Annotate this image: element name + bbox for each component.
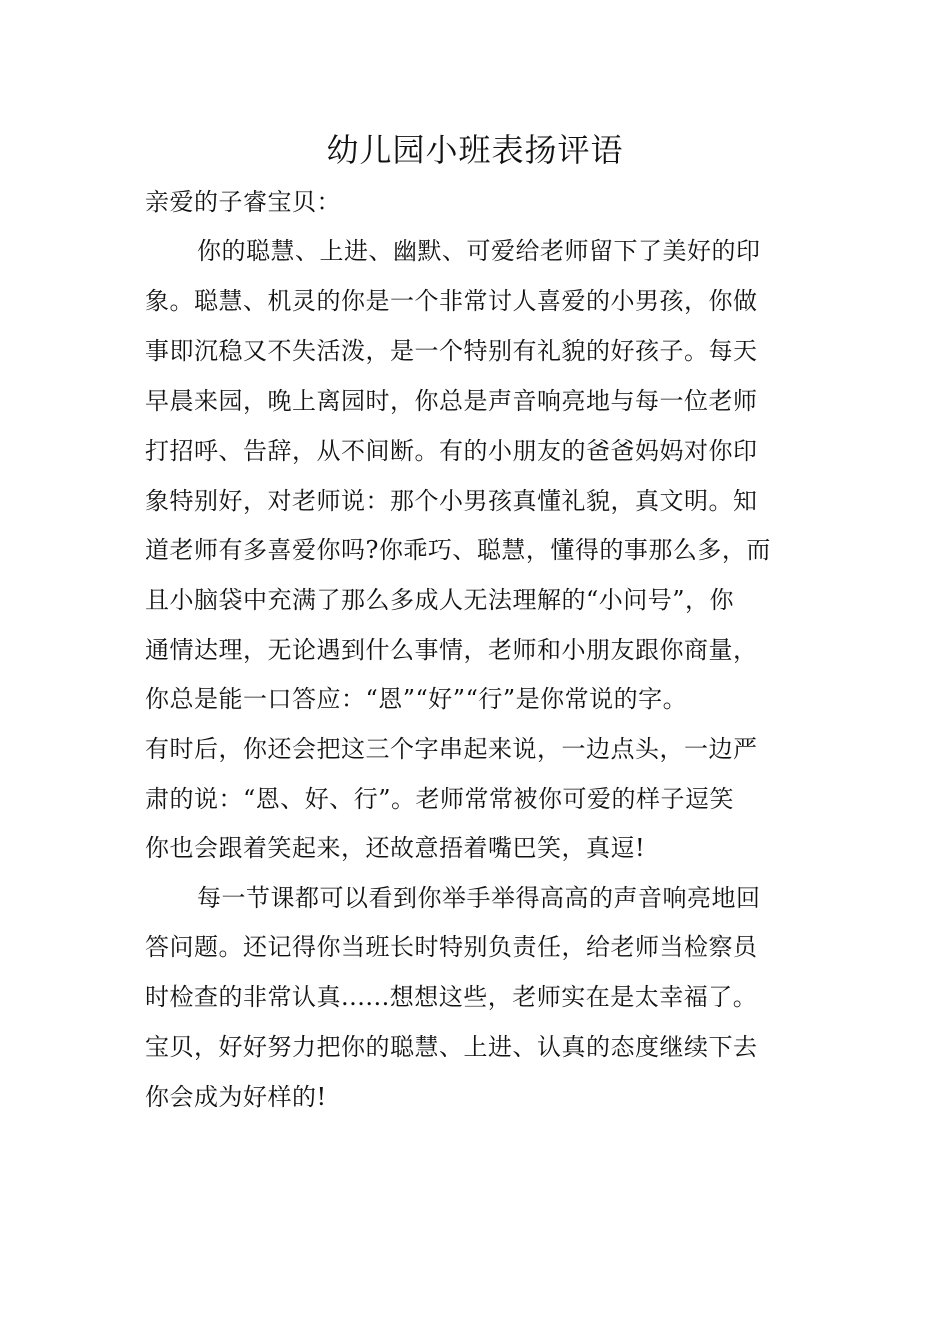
paragraph-1-line: 早晨来园，晚上离园时，你总是声音响亮地与每一位老师 [145, 387, 758, 415]
document-title: 幼儿园小班表扬评语 [326, 131, 624, 169]
salutation: 亲爱的子睿宝贝： [145, 188, 341, 216]
paragraph-2-line: 时检查的非常认真......想想这些，老师实在是太幸福了。 [145, 983, 758, 1011]
paragraph-2-line: 你会成为好样的! [145, 1083, 327, 1111]
paragraph-1-line: 你也会跟着笑起来，还故意捂着嘴巴笑，真逗! [145, 834, 646, 862]
paragraph-1-line: 道老师有多喜爱你吗?你乖巧、聪慧，懂得的事那么多，而 [145, 536, 771, 564]
paragraph-1-line: 象特别好，对老师说：那个小男孩真懂礼貌，真文明。知 [145, 487, 758, 515]
paragraph-1-line: 事即沉稳又不失活泼，是一个特别有礼貌的好孩子。每天 [145, 337, 758, 365]
paragraph-2-line: 答问题。还记得你当班长时特别负责任，给老师当检察员 [145, 933, 758, 961]
paragraph-1-line: 通情达理，无论遇到什么事情，老师和小朋友跟你商量， [145, 636, 758, 664]
paragraph-1-line: 且小脑袋中充满了那么多成人无法理解的“小问号”，你 [145, 586, 735, 614]
paragraph-1-line: 肃的说：“恩、好、行”。老师常常被你可爱的样子逗笑 [145, 785, 735, 813]
paragraph-1-line: 有时后，你还会把这三个字串起来说，一边点头，一边严 [145, 735, 758, 763]
paragraph-1-line: 象。聪慧、机灵的你是一个非常讨人喜爱的小男孩，你做 [145, 287, 758, 315]
paragraph-2-line: 宝贝，好好努力把你的聪慧、上进、认真的态度继续下去 [145, 1033, 758, 1061]
paragraph-2-line: 每一节课都可以看到你举手举得高高的声音响亮地回 [197, 884, 761, 912]
paragraph-1-line: 你总是能一口答应：“恩”“好”“行”是你常说的字。 [145, 685, 688, 713]
paragraph-1-line: 打招呼、告辞，从不间断。有的小朋友的爸爸妈妈对你印 [145, 437, 758, 465]
paragraph-1-line: 你的聪慧、上进、幽默、可爱给老师留下了美好的印 [197, 237, 761, 265]
